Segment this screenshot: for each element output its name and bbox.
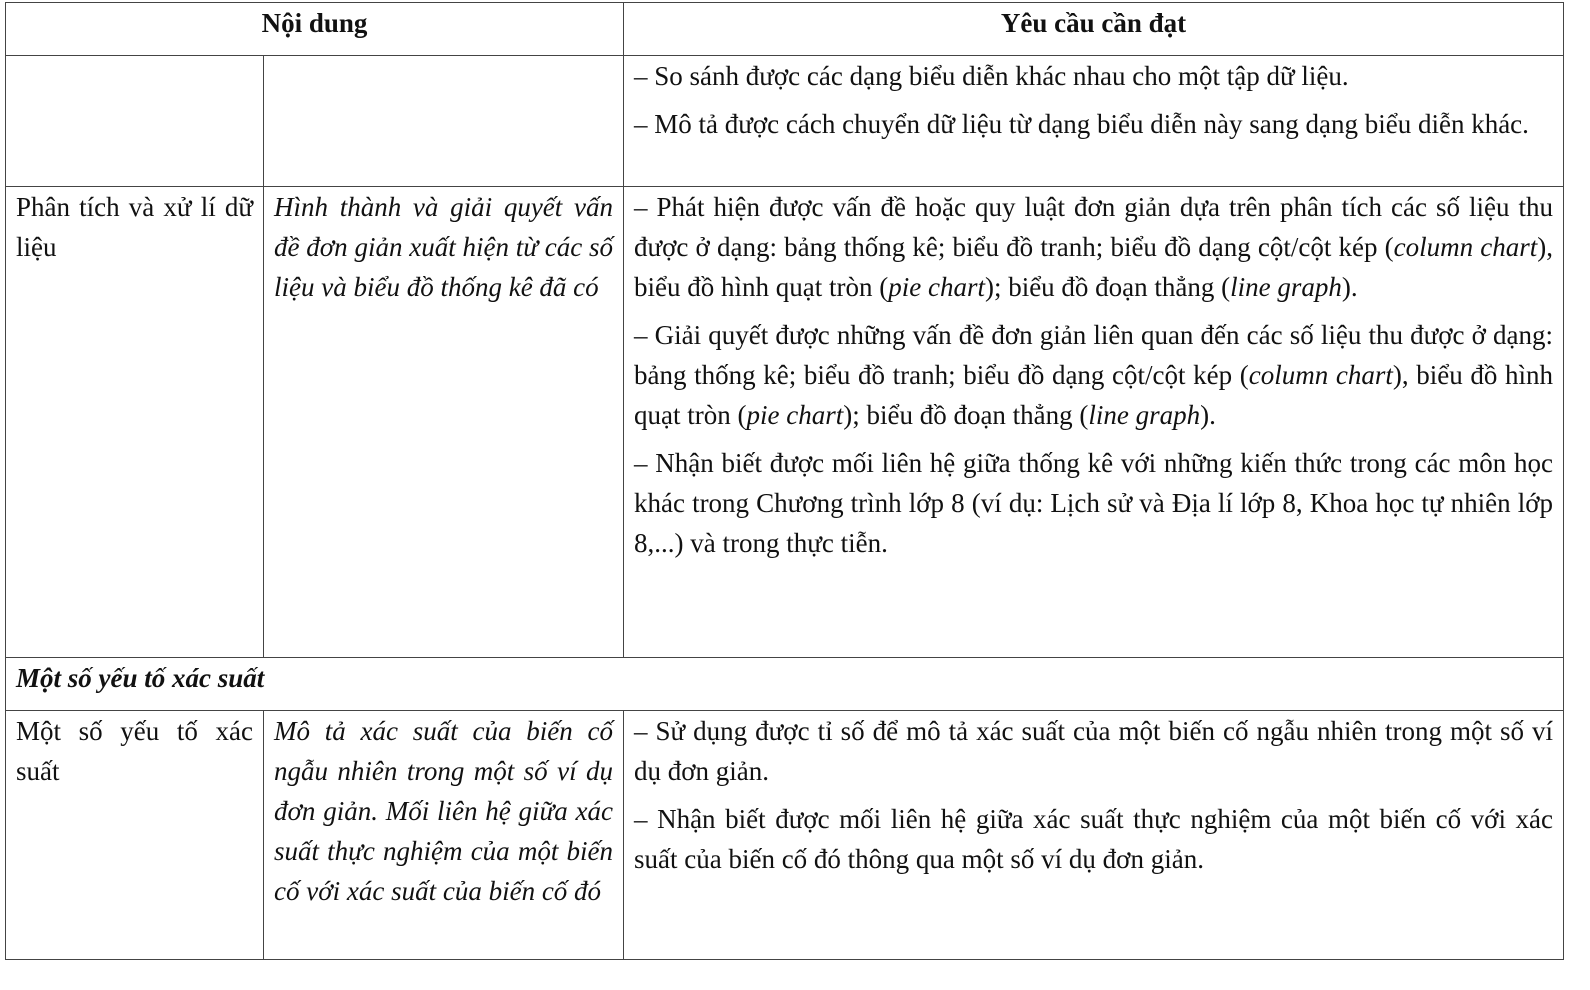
content-cell: Mô tả xác suất của biến cố ngẫu nhiên trong một số ví dụ đơn giản. Mối liên hệ giữa xác suất thực nghiệm của một biến cố với xác suất của biến cố đó xyxy=(264,711,624,960)
table-header-row xyxy=(6,3,1564,56)
requirements-cell xyxy=(624,711,1564,960)
table-row xyxy=(6,187,1564,658)
header-requirements: Yêu cầu cần đạt xyxy=(624,3,1564,56)
content-cell xyxy=(264,56,624,187)
content-cell: Hình thành và giải quyết vấn đề đơn giản xuất hiện từ các số liệu và biểu đồ thống kê đã có xyxy=(264,187,624,658)
topic-cell xyxy=(6,56,264,187)
curriculum-table xyxy=(5,2,1564,960)
section-row xyxy=(6,658,1564,711)
requirement-item: – Nhận biết được mối liên hệ giữa xác suất thực nghiệm của một biến cố với xác suất của biến cố đó thông qua một số ví dụ đơn giản. xyxy=(634,804,1553,874)
requirement-item: – So sánh được các dạng biểu diễn khác nhau cho một tập dữ liệu. xyxy=(634,61,1349,91)
requirement-item: – Sử dụng được tỉ số để mô tả xác suất của một biến cố ngẫu nhiên trong một số ví dụ đơn giản. xyxy=(634,716,1553,786)
requirement-item: – Phát hiện được vấn đề hoặc quy luật đơn giản dựa trên phân tích các số liệu thu được ở dạng: bảng thống kê; biểu đồ tranh; biểu đồ dạng cột/cột kép (column chart), biểu đồ hình quạt tròn (pie chart); biểu đồ đoạn thẳng (line graph). xyxy=(634,192,1553,302)
requirements-cell xyxy=(624,187,1564,658)
requirement-item: – Giải quyết được những vấn đề đơn giản liên quan đến các số liệu thu được ở dạng: bảng thống kê; biểu đồ tranh; biểu đồ dạng cột/cột kép (column chart), biểu đồ hình quạt tròn (pie chart); biểu đồ đoạn thẳng (line graph). xyxy=(634,320,1553,430)
topic-cell: Một số yếu tố xác suất xyxy=(6,711,264,960)
requirements-cell xyxy=(624,56,1564,187)
requirement-item: – Mô tả được cách chuyển dữ liệu từ dạng biểu diễn này sang dạng biểu diễn khác. xyxy=(634,109,1529,139)
table-row xyxy=(6,56,1564,187)
topic-cell: Phân tích và xử lí dữ liệu xyxy=(6,187,264,658)
table-row xyxy=(6,711,1564,960)
section-title: Một số yếu tố xác suất xyxy=(6,658,1564,711)
header-content: Nội dung xyxy=(6,3,624,56)
requirement-item: – Nhận biết được mối liên hệ giữa thống kê với những kiến thức trong các môn học khác trong Chương trình lớp 8 (ví dụ: Lịch sử và Địa lí lớp 8, Khoa học tự nhiên lớp 8,...) và trong thực tiễn. xyxy=(634,448,1553,558)
